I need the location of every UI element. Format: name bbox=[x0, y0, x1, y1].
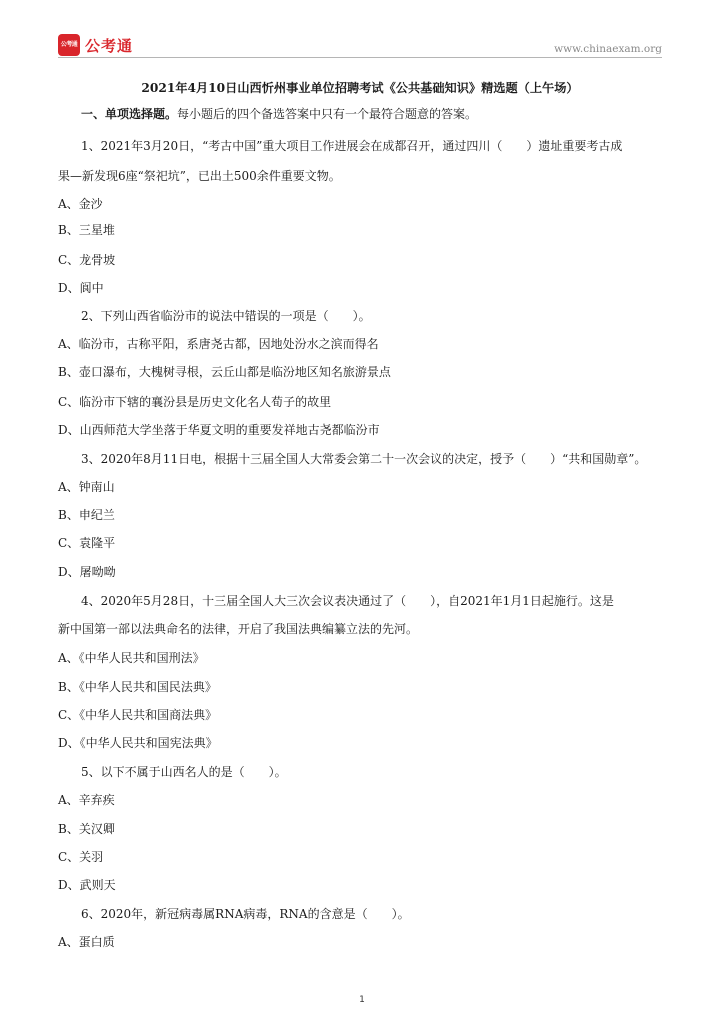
question-4-option-d: D、《中华人民共和国宪法典》 bbox=[58, 736, 218, 750]
question-2-stem: 2、下列山西省临汾市的说法中错误的一项是（ ）。 bbox=[81, 309, 371, 323]
logo-badge-icon: 公考通 bbox=[58, 34, 80, 56]
question-1-option-a: A、金沙 bbox=[58, 197, 103, 211]
question-4-option-c: C、《中华人民共和国商法典》 bbox=[58, 708, 218, 722]
question-5-option-c: C、关羽 bbox=[58, 850, 104, 864]
question-2-option-c: C、临汾市下辖的襄汾县是历史文化名人荀子的故里 bbox=[58, 395, 332, 409]
section-instruction: 每小题后的四个备选答案中只有一个最符合题意的答案。 bbox=[177, 107, 478, 121]
question-1-option-c: C、龙骨坡 bbox=[58, 253, 116, 267]
question-3-option-d: D、屠呦呦 bbox=[58, 565, 116, 579]
question-5-option-d: D、武则天 bbox=[58, 878, 116, 892]
question-5-option-a: A、辛弃疾 bbox=[58, 793, 115, 807]
question-6-stem: 6、2020年，新冠病毒属RNA病毒，RNA的含意是（ ）。 bbox=[81, 907, 410, 921]
question-4-stem-line-1: 4、2020年5月28日，十三届全国人大三次会议表决通过了（ ），自2021年1月1日起施行。这是 bbox=[81, 594, 614, 608]
question-3-option-b: B、申纪兰 bbox=[58, 508, 115, 522]
question-4-option-a: A、《中华人民共和国刑法》 bbox=[58, 651, 205, 665]
question-3-option-a: A、钟南山 bbox=[58, 480, 115, 494]
question-2-option-d: D、山西师范大学坐落于华夏文明的重要发祥地古尧都临汾市 bbox=[58, 423, 380, 437]
question-1-option-b: B、三星堆 bbox=[58, 223, 115, 237]
document-title: 2021年4月10日山西忻州事业单位招聘考试《公共基础知识》精选题（上午场） bbox=[141, 81, 579, 95]
header-divider bbox=[58, 57, 662, 58]
question-1-stem-line-2: 果—新发现6座“祭祀坑”，已出土500余件重要文物。 bbox=[58, 169, 341, 183]
question-2-option-a: A、临汾市，古称平阳，系唐尧古都，因地处汾水之滨而得名 bbox=[58, 337, 379, 351]
section-heading-label: 一、单项选择题。 bbox=[81, 107, 178, 121]
question-1-option-d: D、阆中 bbox=[58, 281, 104, 295]
page-header bbox=[58, 34, 662, 58]
question-5-option-b: B、关汉卿 bbox=[58, 822, 115, 836]
section-heading bbox=[81, 106, 477, 122]
question-5-stem: 5、以下不属于山西名人的是（ ）。 bbox=[81, 765, 287, 779]
logo-text: 公考通 bbox=[85, 36, 134, 55]
page-number: 1 bbox=[359, 995, 365, 1005]
logo bbox=[58, 34, 133, 56]
question-3-stem: 3、2020年8月11日电，根据十三届全国人大常委会第二十一次会议的决定，授予（ ）“共和国勋章”。 bbox=[81, 452, 647, 466]
question-3-option-c: C、袁隆平 bbox=[58, 536, 116, 550]
question-4-option-b: B、《中华人民共和国民法典》 bbox=[58, 680, 217, 694]
question-4-stem-line-2: 新中国第一部以法典命名的法律，开启了我国法典编纂立法的先河。 bbox=[58, 622, 419, 636]
question-1-stem-line-1: 1、2021年3月20日，“考古中国”重大项目工作进展会在成都召开，通过四川（ ）遗址重要考古成 bbox=[81, 139, 623, 153]
question-6-option-a: A、蛋白质 bbox=[58, 935, 115, 949]
question-2-option-b: B、壶口瀑布，大槐树寻根，云丘山都是临汾地区知名旅游景点 bbox=[58, 365, 391, 379]
site-url: www.chinaexam.org bbox=[554, 43, 662, 55]
